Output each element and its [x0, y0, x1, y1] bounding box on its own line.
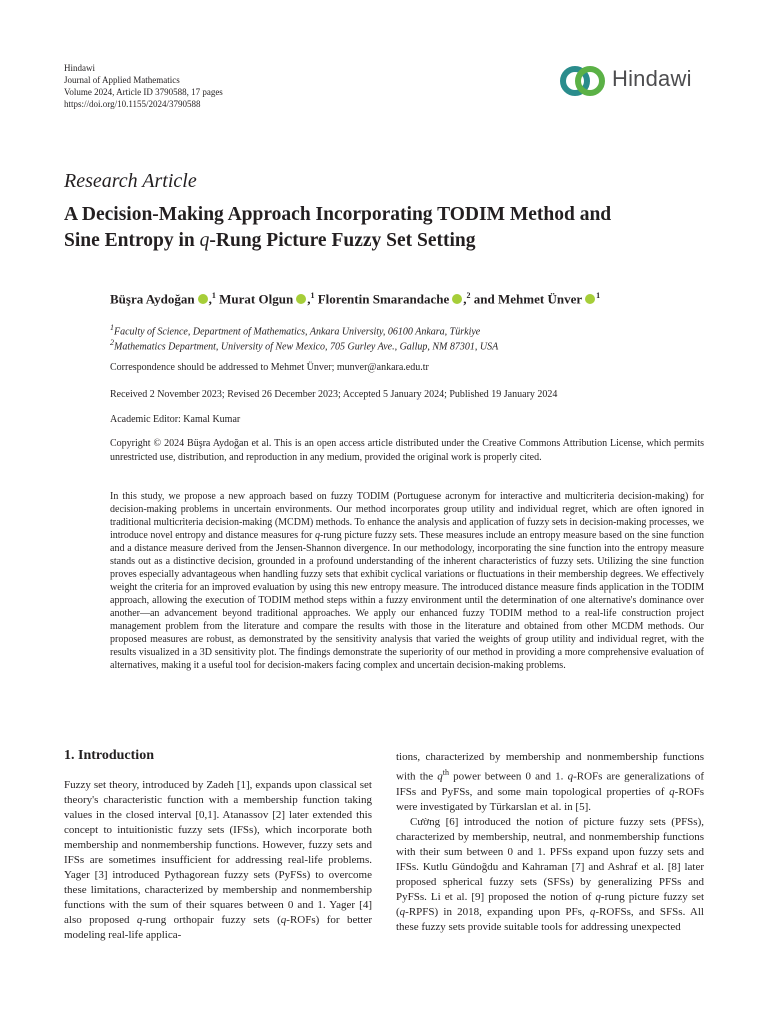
title-line-2: Sine Entropy in q-Rung Picture Fuzzy Set Setting: [64, 230, 476, 251]
orcid-icon[interactable]: [296, 294, 306, 304]
doi-link[interactable]: https://doi.org/10.1155/2024/3790588: [64, 99, 201, 109]
hindawi-logo: [556, 64, 706, 98]
author-name[interactable]: Büşra Aydoğan: [110, 291, 195, 307]
paragraph: Cường [6] introduced the notion of picture fuzzy sets (PFSs), characterized by membership, neutral, and nonmembership functions with their sum between 0 and 1. PFSs expand upon fuzzy sets and IFSs. Kutlu Gündoğdu and Kahraman [7] and Ashraf et al. [8] later proposed spherical fuzzy sets (SFSs) by generalizing PFSs and PyFSs. Li et al. [9] proposed the notion of q-rung picture fuzzy set (q-RPFS) in 2018, expanding upon PFs, q-ROFSs, and SFSs. All these fuzzy sets provide suitable tools for addressing unexpected: [396, 815, 705, 933]
author-name[interactable]: Murat Olgun: [219, 291, 294, 307]
paragraph: tions, characterized by membership and nonmembership functions with the $q^{th}$ power between 0 and 1. q-ROFs are generalizations of IFSs and PyFSs, and some main topological properties of q-ROFs were investigated by Türkarslan et al. in [5].: [396, 751, 704, 813]
publisher-name: Hindawi: [64, 63, 95, 73]
orcid-icon[interactable]: [452, 294, 462, 304]
author-name[interactable]: Mehmet Ünver: [498, 291, 583, 307]
body-column-right: [396, 750, 704, 935]
volume-line: Volume 2024, Article ID 3790588, 17 pages: [64, 87, 223, 97]
journal-name: Journal of Applied Mathematics: [64, 75, 180, 85]
publication-dates: Received 2 November 2023; Revised 26 December 2023; Accepted 5 January 2024; Published 19 January 2024: [110, 389, 558, 400]
paragraph: Fuzzy set theory, introduced by Zadeh [1], expands upon classical set theory's characteristic function with a membership function taking values in the closed interval [0,1]. Atanassov [2] later extended this concept to intuitionistic fuzzy sets (IFSs), which incorporate both membership and nonmembership functions. However, fuzzy sets and IFSs are sometimes insufficient for addressing real-life problems. Yager [3] introduced Pythagorean fuzzy sets (PyFSs) to overcome these limitations, characterized by membership and nonmembership functions with the sum of their squares between 0 and 1. Yager [4] also proposed q-rung orthopair fuzzy sets (q-ROFs) for better modeling real-life applica-: [64, 779, 373, 941]
journal-meta: [64, 62, 223, 110]
hindawi-logo-icon: [556, 64, 610, 98]
title-line-1: A Decision-Making Approach Incorporating TODIM Method and: [64, 204, 612, 225]
affiliation-1: $^1$Faculty of Science, Department of Mathematics, Ankara University, 06100 Ankara, Türkiye: [110, 323, 481, 338]
orcid-icon[interactable]: [585, 294, 595, 304]
author-list: Büşra Aydoğan ,$^1$ Murat Olgun ,$^1$ Florentin Smarandache ,$^2$ and Mehmet Ünver $^1$: [110, 291, 601, 307]
copyright-notice: Copyright © 2024 Büşra Aydoğan et al. This is an open access article distributed under the Creative Commons Attribution License, which permits unrestricted use, distribution, and reproduction in any medium, provided the original work is properly cited.: [110, 438, 704, 463]
body-column-left: [64, 778, 372, 943]
article-type: Research Article: [64, 170, 197, 192]
abstract: In this study, we propose a new approach based on fuzzy TODIM (Portuguese acronym for interactive and multicriteria decision-making) for decision-making problems in uncertain environments. Our method incorporates group utility and individual regret, which are often ignored in traditional multicriteria decision-making (MCDM) methods. To enhance the analysis and application of fuzzy sets in decision-making processes, we introduce novel entropy and distance measures for q-rung picture fuzzy sets. These measures include an entropy measure based on the sine function and a distance measure derived from the Jensen-Shannon divergence. In our methodology, incorporating the sine function into the entropy measure stands out as a distinctive decision, grounded in a profound understanding of the inherent characteristics of fuzzy sets. Utilizing the sine function proves especially advantageous when handling fuzzy sets that exhibit cyclical variations or fluctuations in their membership degrees. We effectively weight the criteria for an improved evaluation by using this new entropy measure. The introduced distance measure finds application in the TODIM approach, allowing the execution of TODIM method steps within a fuzzy environment until the determination of one alternative's dominance over another—an advancement beyond traditional approaches. We apply our enhanced fuzzy TODIM method to a real-life construction project management problem from the literature and compare the results with those in the literature and obtained from other MCDM methods. Our proposed measures are robust, as demonstrated by the sensitivity analysis that varied the weights of group utility and individual regret, with the results visualized in a 3D sensitivity plot. The findings demonstrate the superiority of our method in providing a more comprehensive evaluation of alternatives, making it a useful tool for decision-makers facing complex and uncertain decision-making problems.: [110, 491, 704, 671]
orcid-icon[interactable]: [198, 294, 208, 304]
correspondence: Correspondence should be addressed to Mehmet Ünver; munver@ankara.edu.tr: [110, 362, 429, 373]
article-title: [64, 202, 724, 254]
author-name[interactable]: Florentin Smarandache: [317, 291, 450, 307]
affiliation-2: $^2$Mathematics Department, University of New Mexico, 705 Gurley Ave., Gallup, NM 87301, USA: [110, 338, 499, 353]
logo-text: Hindawi: [612, 66, 692, 91]
academic-editor: Academic Editor: Kamal Kumar: [110, 414, 241, 425]
section-heading: 1. Introduction: [64, 748, 154, 763]
